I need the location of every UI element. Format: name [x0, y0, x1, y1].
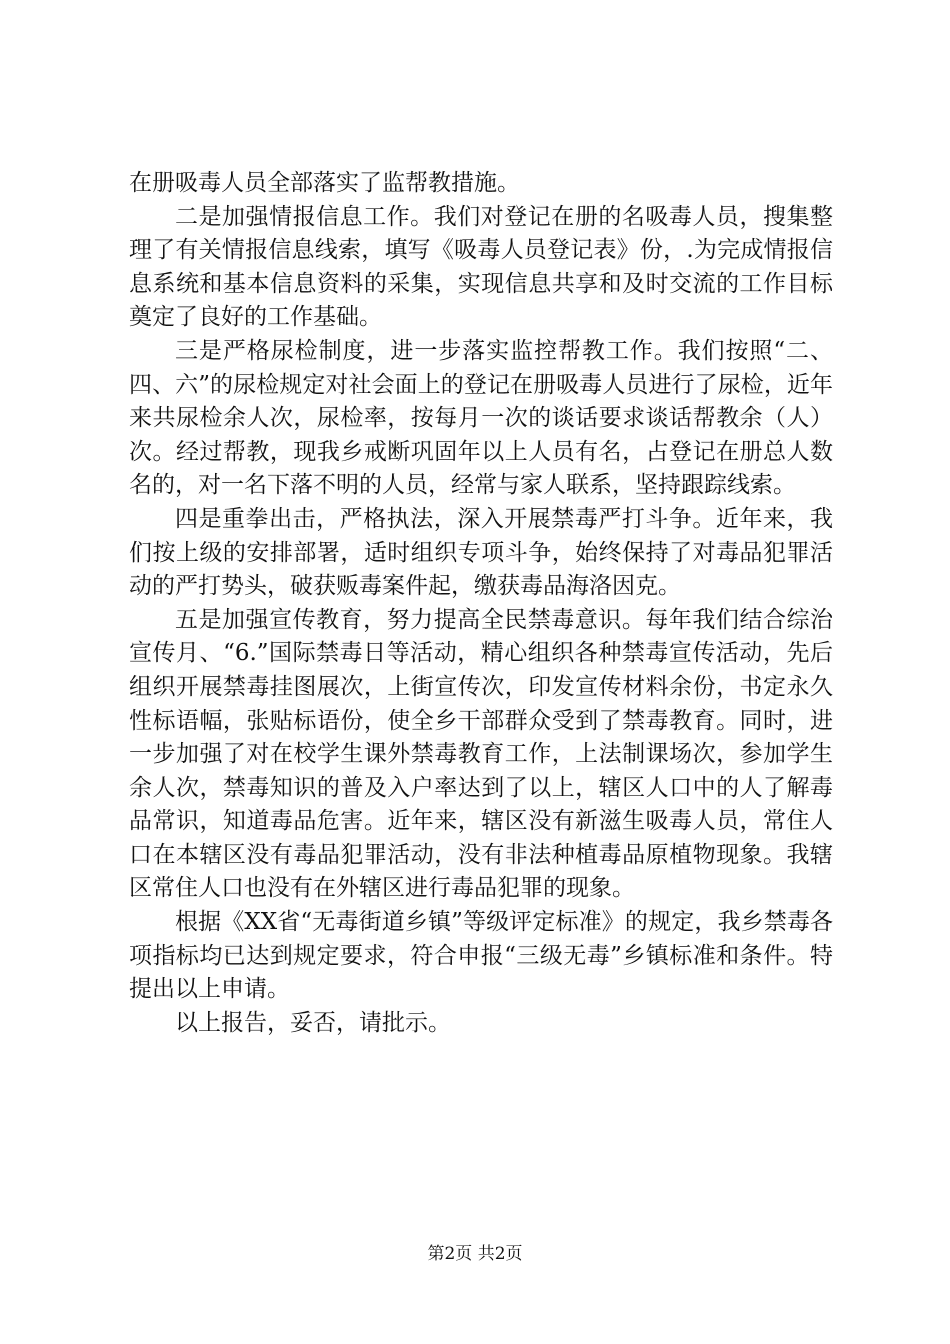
paragraph-publicity-education: 五是加强宣传教育，努力提高全民禁毒意识。每年我们结合综治宣传月、“6.”国际禁毒日等活动，精心组织各种禁毒宣传活动，先后组织开展禁毒挂图展次，上街宣传次，印发宣传材料余份，书定永久性标语幅，张贴标语份，使全乡干部群众受到了禁毒教育。同时，进一步加强了对在校学生课外禁毒教育工作，上法制课场次，参加学生余人次，禁毒知识的普及入户率达到了以上，辖区人口中的人了解毒品常识，知道毒品危害。近年来，辖区没有新滋生吸毒人员，常住人口在本辖区没有毒品犯罪活动，没有非法种植毒品原植物现象。我辖区常住人口也没有在外辖区进行毒品犯罪的现象。	[129, 606, 833, 902]
paragraph-urine-testing: 三是严格尿检制度，进一步落实监控帮教工作。我们按照“二、四、六”的尿检规定对社会面上的登记在册吸毒人员进行了尿检，近年来共尿检余人次，尿检率，按每月一次的谈话要求谈话帮教余（人）次。经过帮教，现我乡戒断巩固年以上人员有名，占登记在册总人数名的，对一名下落不明的人员，经常与家人联系，坚持跟踪线索。	[129, 337, 833, 499]
paragraph-continuation: 在册吸毒人员全部落实了监帮教措施。	[129, 170, 520, 196]
page-number-footer: 第2页 共2页	[427, 1244, 523, 1264]
document-body	[129, 167, 833, 1040]
paragraph-application: 根据《XX省“无毒街道乡镇”等级评定标准》的规定，我乡禁毒各项指标均已达到规定要求，符合申报“三级无毒”乡镇标准和条件。特提出以上申请。	[129, 909, 833, 1003]
paragraph-law-enforcement: 四是重拳出击，严格执法，深入开展禁毒严打斗争。近年来，我们按上级的安排部署，适时组织专项斗争，始终保持了对毒品犯罪活动的严打势头，破获贩毒案件起，缴获毒品海洛因克。	[129, 505, 833, 600]
paragraph-closing: 以上报告，妥否，请批示。	[175, 1009, 451, 1036]
paragraph-intelligence-work: 二是加强情报信息工作。我们对登记在册的名吸毒人员，搜集整理了有关情报信息线索，填写《吸毒人员登记表》份，.为完成情报信息系统和基本信息资料的采集，实现信息共享和及时交流的工作目标奠定了良好的工作基础。	[129, 203, 833, 331]
